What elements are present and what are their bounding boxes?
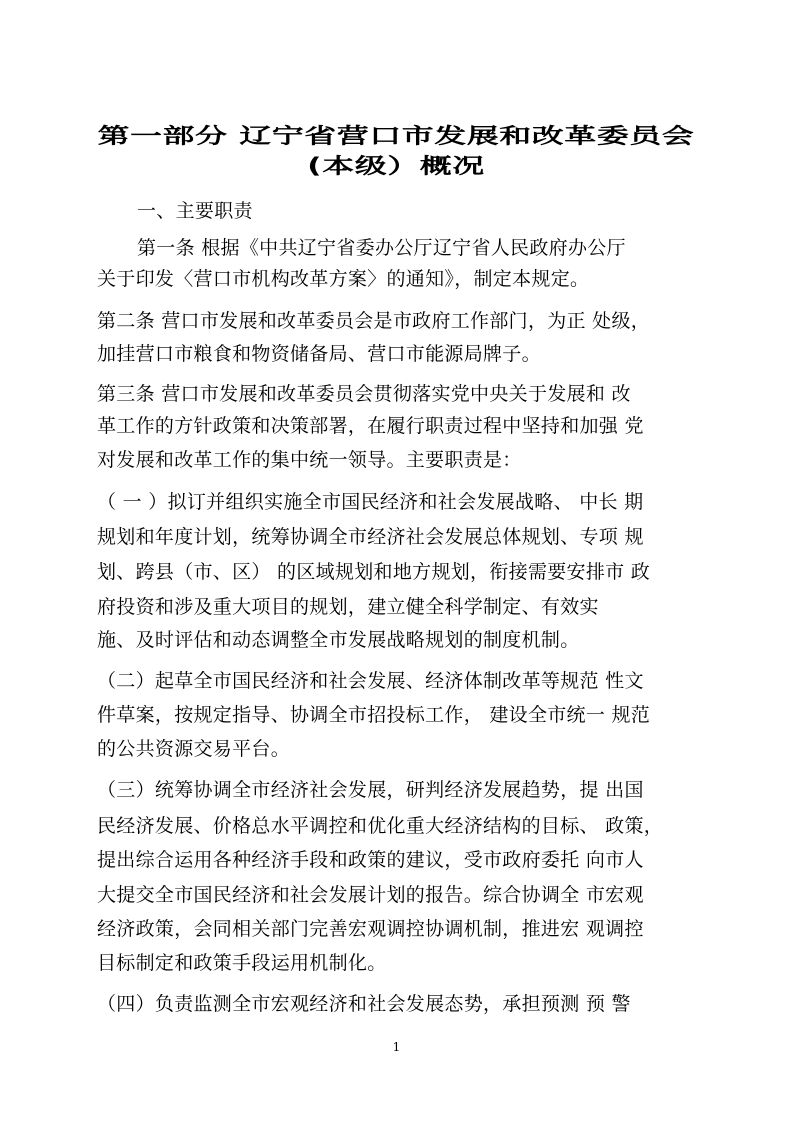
- text-line: 规划和年度计划，统筹协调全市经济社会发展总体规划、专项 规: [97, 526, 644, 548]
- text-line: 第一条 根据《中共辽宁省委办公厅辽宁省人民政府办公厅: [137, 237, 626, 259]
- text-line: 府投资和涉及重大项目的规划，建立健全科学制定、有效实: [97, 596, 599, 618]
- text-line: 大提交全市国民经济和社会发展计划的报告。综合协调全 市宏观: [97, 884, 644, 906]
- text-line: 划、跨县（市、区） 的区域规划和地方规划，衔接需要安排市 政: [97, 561, 651, 583]
- text-line: （二）起草全市国民经济和社会发展、经济体制改革等规范 性文: [97, 670, 644, 692]
- section-heading: 一、主要职责: [137, 200, 253, 222]
- text-line: （四）负责监测全市宏观经济和社会发展态势，承担预测 预 警: [97, 993, 631, 1015]
- text-line: （ 一 ）拟订并组织实施全市国民经济和社会发展战略、 中长 期: [97, 491, 644, 513]
- text-line: 件草案，按规定指导、协调全市招投标工作， 建设全市统一 规范: [97, 704, 651, 726]
- text-line: 民经济发展、价格总水平调控和优化重大经济结构的目标、 政策，: [97, 815, 664, 837]
- text-line: 第三条 营口市发展和改革委员会贯彻落实党中央关于发展和 改: [97, 383, 631, 405]
- text-line: 革工作的方针政策和决策部署，在履行职责过程中坚持和加强 党: [97, 415, 644, 437]
- text-line: 施、及时评估和动态调整全市发展战略规划的制度机制。: [97, 629, 580, 651]
- text-line: 的公共资源交易平台。: [97, 738, 291, 760]
- text-line: （三）统筹协调全市经济社会发展，研判经济发展趋势，提 出国: [97, 779, 644, 801]
- text-line: 第二条 营口市发展和改革委员会是市政府工作部门，为正 处级，: [97, 310, 651, 332]
- page-number: 1: [392, 1040, 401, 1054]
- text-line: 关于印发〈营口市机构改革方案〉的通知》，制定本规定。: [97, 268, 590, 290]
- text-line: 提出综合运用各种经济手段和政策的建议，受市政府委托 向市人: [97, 849, 644, 871]
- text-line: 加挂营口市粮食和物资储备局、营口市能源局牌子。: [97, 343, 541, 365]
- text-line: 经济政策，会同相关部门完善宏观调控协调机制，推进宏 观调控: [97, 918, 644, 940]
- text-line: 目标制定和政策手段运用机制化。: [97, 952, 387, 974]
- text-line: 对发展和改革工作的集中统一领导。主要职责是：: [97, 449, 522, 471]
- page-title: 第一部分 辽宁省营口市发展和改革委员会(本级）概况: [97, 124, 695, 178]
